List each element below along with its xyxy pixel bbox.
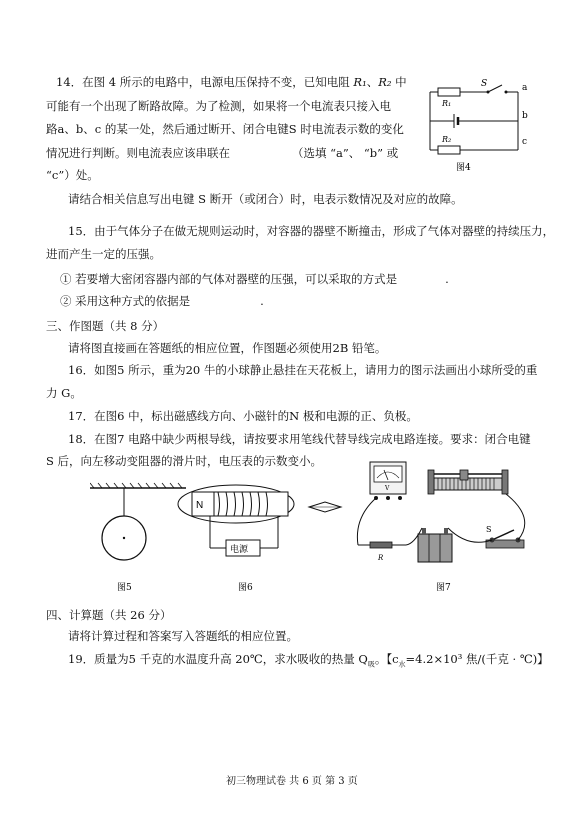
section-4-title: 四、计算题（共 26 分）	[46, 608, 172, 622]
fig6-label-n: N	[196, 500, 204, 511]
switch-icon	[486, 525, 524, 548]
fig7-label-v: V	[385, 485, 390, 492]
voltmeter-icon	[370, 462, 406, 500]
q14-line6: 请结合相关信息写出电键 S 断开（或闭合）时，电表示数情况及对应的故障。	[68, 192, 463, 206]
section-3-instructions: 请将图直接画在答题纸的相应位置，作图题必须使用2B 铅笔。	[68, 341, 387, 355]
section-4-instructions: 请将计算过程和答案写入答题纸的相应位置。	[68, 629, 298, 643]
fig7-label-r: R	[378, 554, 384, 562]
q14-line3: 路a、b、c 的某一处，然后通过断开、闭合电键S 时电流表示数的变化	[46, 122, 404, 136]
fig4-label-c: c	[522, 137, 528, 147]
figure-4-circuit	[418, 78, 536, 178]
q18-line1: 18．在图7 电路中缺少两根导线，请按要求用笔线代替导线完成电路连接。要求：闭合电键	[68, 432, 531, 446]
q14-line4: 情况进行判断。则电流表应该串联在 （选填 “a”、 “b” 或	[46, 146, 399, 160]
q15-line2: 进而产生一定的压强。	[46, 247, 161, 261]
q15-line1: 15．由于气体分子在做无规则运动时，对容器的器壁不断撞击，形成了气体对器壁的持续压力，	[68, 224, 555, 238]
fig4-label-b: b	[522, 111, 528, 121]
compass-needle-icon	[307, 500, 343, 514]
fig4-label-s: S	[481, 79, 488, 89]
fig5-caption: 图5	[117, 583, 132, 593]
r1-symbol: R₁	[353, 75, 367, 89]
fig6-label-power: 电源	[230, 545, 249, 555]
fig7-caption: 图7	[436, 583, 451, 593]
fig4-caption: 图4	[456, 163, 471, 173]
q16-line2: 力 G。	[46, 386, 82, 400]
q18-line2: S 后，向左移动变阻器的滑片时，电压表的示数变小。	[46, 454, 323, 468]
resistor-icon	[358, 542, 406, 562]
fig4-label-r1: R₁	[442, 99, 452, 108]
page-footer: 初三物理试卷 共 6 页 第 3 页	[226, 776, 358, 787]
rheostat-icon	[428, 470, 508, 494]
q14-line2: 可能有一个出现了断路故障。为了检测，如果将一个电流表只接入电	[46, 99, 391, 113]
section-3-title: 三、作图题（共 8 分）	[46, 319, 165, 333]
battery-icon	[418, 528, 452, 562]
q14-line5: “c”）处。	[46, 168, 99, 182]
q14-line1: 14．在图 4 所示的电路中，电源电压保持不变，已知电阻 R₁、R₂ 中	[56, 75, 407, 89]
q17-line1: 17．在图6 中，标出磁感线方向、小磁针的N 极和电源的正、负极。	[68, 409, 418, 423]
q16-line1: 16．如图5 所示，重为20 牛的小球静止悬挂在天花板上，请用力的图示法画出小球所受的重	[68, 363, 538, 377]
q15-item2: ② 采用这种方式的依据是 .	[60, 294, 264, 308]
fig4-label-r2: R₂	[442, 135, 452, 144]
q19-line1: 19．质量为5 千克的水温度升高 20℃，求水吸收的热量 $Q_吸$。【$c_水=4.2\times 10^3$ 焦/(千克 · ℃)】	[68, 652, 549, 669]
figure-7-circuit	[350, 458, 540, 598]
figure-6-electromagnet	[174, 478, 334, 598]
q15-item1: ① 若要增大密闭容器内部的气体对器壁的压强，可以采取的方式是 .	[60, 272, 449, 286]
fig6-caption: 图6	[238, 583, 253, 593]
fig7-label-s: S	[486, 525, 492, 534]
r2-symbol: R₂	[378, 75, 392, 89]
fig4-label-a: a	[522, 83, 528, 93]
